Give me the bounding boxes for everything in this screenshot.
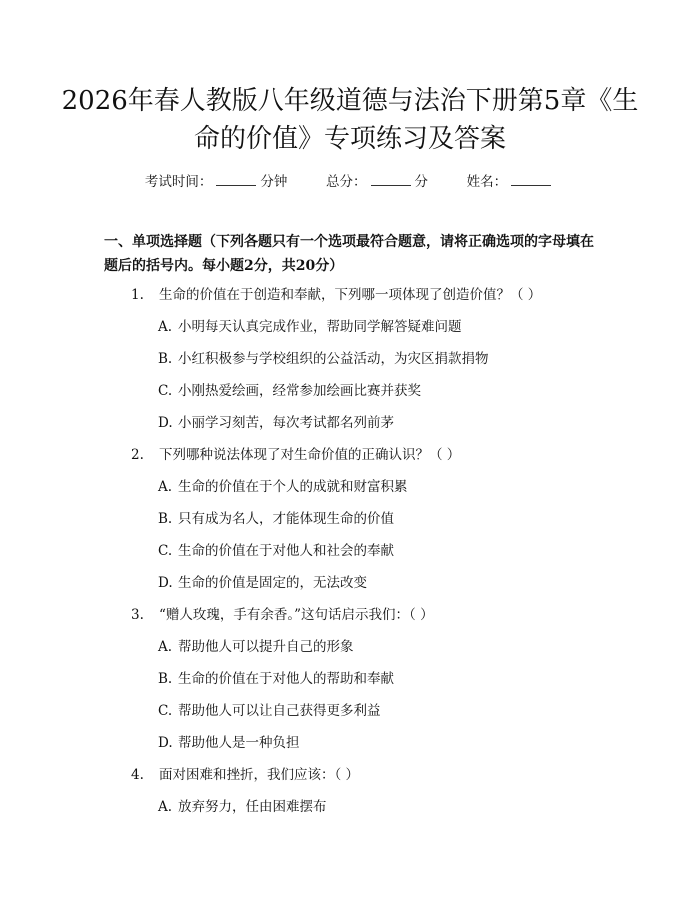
option-text: 小刚热爱绘画，经常参加绘画比赛并获奖 [178,383,421,399]
option-3b [158,667,598,687]
option-1a [158,315,598,335]
question-number: 2. [131,447,144,463]
option-2c [158,539,598,559]
question-2 [131,443,601,463]
option-2d [158,571,598,591]
document-title: 2026年春人教版八年级道德与法治下册第5章《生命的价值》专项练习及答案 [61,86,639,154]
option-letter: B. [158,671,173,687]
exam-time-unit: 分钟 [260,174,288,190]
question-4 [131,763,601,783]
option-4a [158,795,598,815]
option-letter: A. [158,799,173,815]
option-letter: A. [158,639,173,655]
exam-time-blank [216,173,256,186]
name-label: 姓名： [466,174,508,190]
option-letter: B. [158,511,173,527]
option-text: 帮助他人可以让自己获得更多利益 [178,703,381,719]
option-text: 帮助他人可以提升自己的形象 [178,639,354,655]
question-number: 3. [131,607,144,623]
option-letter: D. [158,415,173,431]
option-text: 生命的价值在于对他人和社会的奉献 [178,543,394,559]
option-letter: C. [158,703,173,719]
option-text: 生命的价值是固定的，无法改变 [178,575,367,591]
option-text: 帮助他人是一种负担 [178,735,300,751]
option-text: 小明每天认真完成作业，帮助同学解答疑难问题 [178,319,462,335]
option-3c [158,699,598,719]
question-text: 生命的价值在于创造和奉献，下列哪一项体现了创造价值？（ ） [159,287,542,303]
option-3d [158,731,598,751]
option-letter: A. [158,319,173,335]
option-letter: A. [158,479,173,495]
option-1b [158,347,598,367]
score-unit: 分 [414,174,428,190]
section-heading: 一、单项选择题（下列各题只有一个选项最符合题意，请将正确选项的字母填在题后的括号内。每小题2分，共20分） [104,234,594,274]
option-text: 小红积极参与学校组织的公益活动，为灾区捐款捐物 [178,351,489,367]
option-letter: D. [158,735,173,751]
option-1d [158,411,598,431]
option-letter: C. [158,383,173,399]
question-number: 4. [131,767,144,783]
exam-time-label: 考试时间： [144,174,213,190]
score-blank [371,173,411,186]
option-1c [158,379,598,399]
option-text: 生命的价值在于对他人的帮助和奉献 [178,671,394,687]
option-2a [158,475,598,495]
score-label: 总分： [326,174,367,190]
option-text: 放弃努力，任由困难摆布 [178,799,327,815]
question-text: 面对困难和挫折，我们应该：（ ） [159,767,360,783]
question-3 [131,603,601,623]
question-1 [131,283,601,303]
option-2b [158,507,598,527]
question-number: 1. [131,287,144,303]
option-letter: D. [158,575,173,591]
option-text: 小丽学习刻苦，每次考试都名列前茅 [178,415,394,431]
option-3a [158,635,598,655]
option-letter: B. [158,351,173,367]
option-text: 生命的价值在于个人的成就和财富积累 [178,479,408,495]
exam-meta [0,170,700,190]
question-text: “赠人玫瑰，手有余香。”这句话启示我们：（ ） [159,607,434,623]
name-blank [511,173,551,186]
option-letter: C. [158,543,173,559]
option-text: 只有成为名人，才能体现生命的价值 [178,511,394,527]
question-text: 下列哪种说法体现了对生命价值的正确认识？（ ） [159,447,461,463]
